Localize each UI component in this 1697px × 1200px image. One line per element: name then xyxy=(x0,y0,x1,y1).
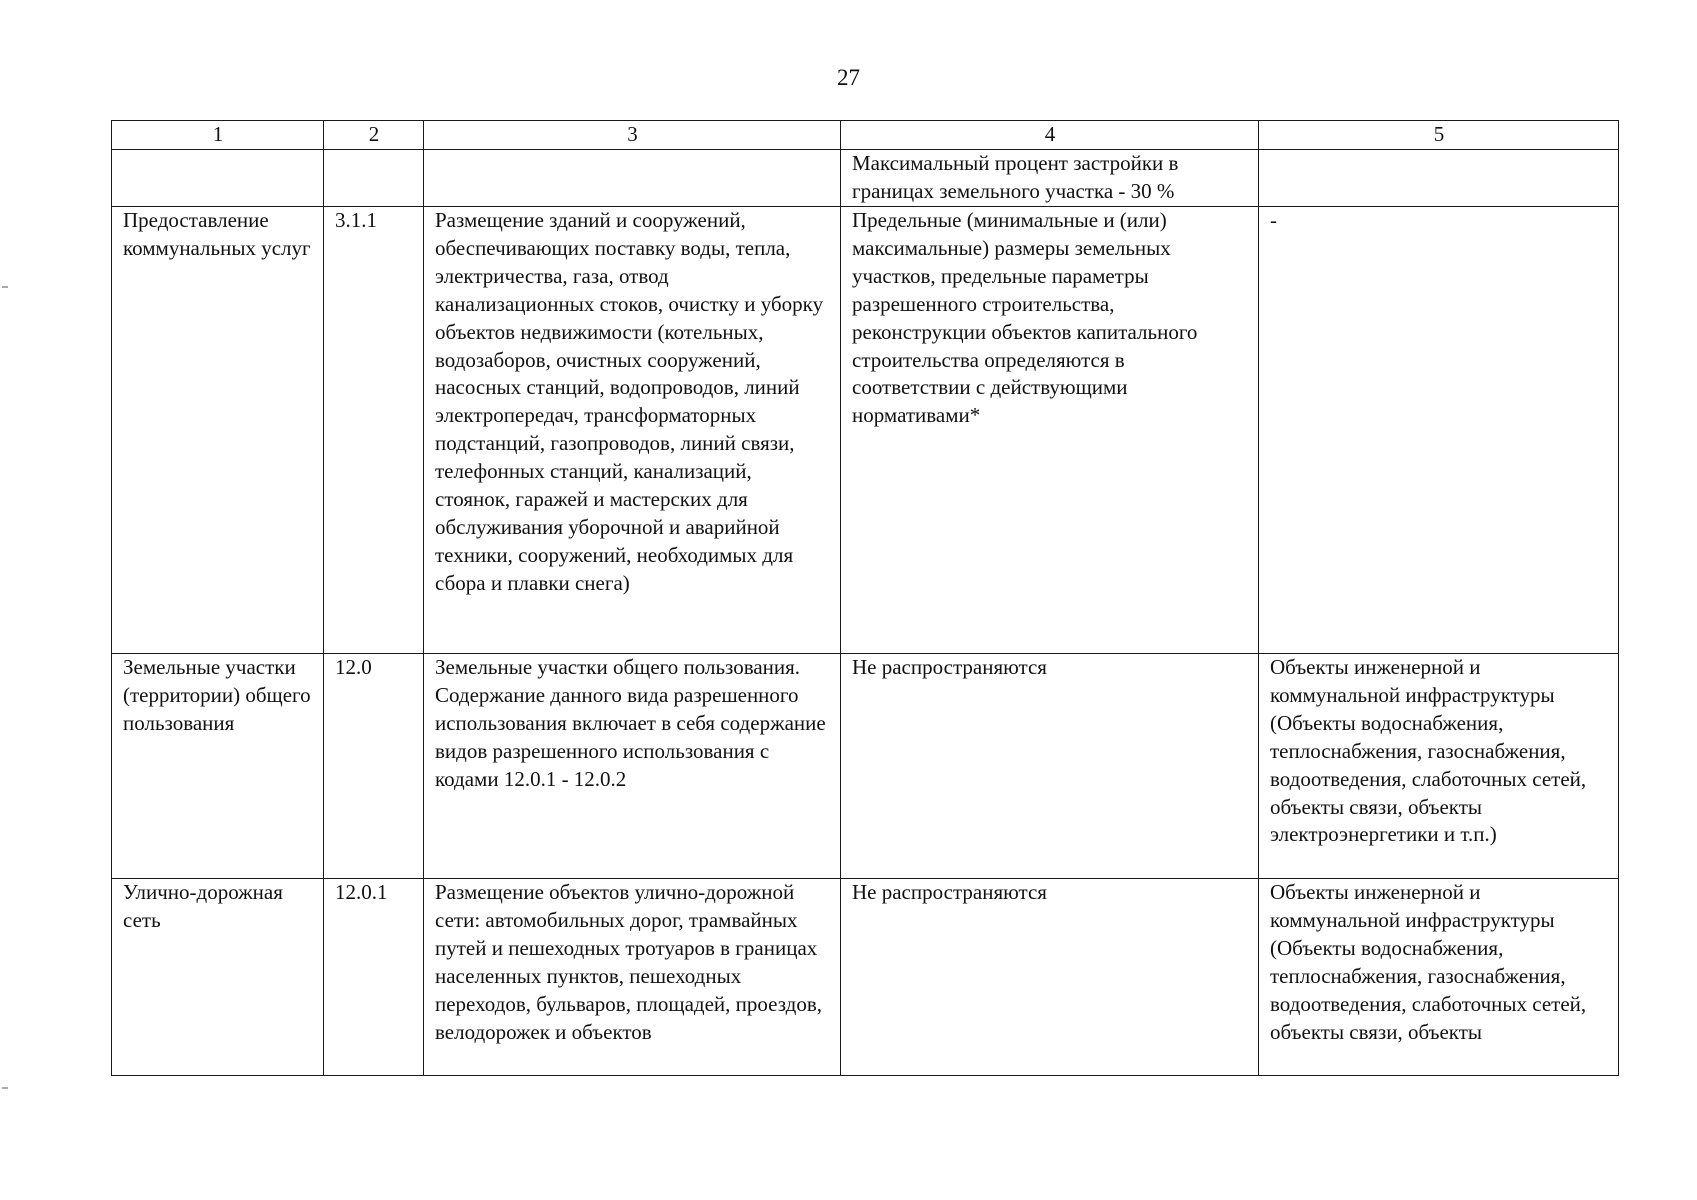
table-header-row xyxy=(112,121,1619,150)
table-cell-parameters: Максимальный процент застройки в границах земельного участка - 30 % xyxy=(841,150,1259,207)
cell-use-name: Улично-дорожная сеть xyxy=(112,879,324,1076)
cell-use-description: Размещение объектов улично-дорожной сети: автомобильных дорог, трамвайных путей и пешеходных тротуаров в границах населенных пунктов, пешеходных переходов, бульваров, площадей, проездов, велодорожек и объектов xyxy=(424,879,841,1076)
table-cell xyxy=(112,150,324,207)
header-cell: 4 xyxy=(841,121,1259,150)
cell-use-objects: - xyxy=(1259,207,1619,654)
cell-use-parameters: Предельные (минимальные и (или) максимальные) размеры земельных участков, предельные параметры разрешенного строительства, реконструкции объектов капитального строительства определяются в соответствии с действующими нормативами* xyxy=(841,207,1259,654)
cell-use-description: Размещение зданий и сооружений, обеспечивающих поставку воды, тепла, электричества, газа, отвод канализационных стоков, очистку и уборку объектов недвижимости (котельных, водозаборов, очистных сооружений, насосных станций, водопроводов, линий электропередач, трансформаторных подстанций, газопроводов, линий связи, телефонных станций, канализаций, стоянок, гаражей и мастерских для обслуживания уборочной и аварийной техники, сооружений, необходимых для сбора и плавки снега) xyxy=(424,207,841,654)
cell-use-name: Предоставление коммунальных услуг xyxy=(112,207,324,654)
cell-use-objects: Объекты инженерной и коммунальной инфраструктуры (Объекты водоснабжения, теплоснабжения, газоснабжения, водоотведения, слаботочных сетей, объекты связи, объекты электроэнергетики и т.п.) xyxy=(1259,654,1619,879)
table-cell xyxy=(324,150,424,207)
cell-use-code: 12.0 xyxy=(324,654,424,879)
cell-use-code: 12.0.1 xyxy=(324,879,424,1076)
table-row xyxy=(112,207,1619,654)
table-cell xyxy=(1259,150,1619,207)
table-cell xyxy=(424,150,841,207)
cell-use-objects: Объекты инженерной и коммунальной инфраструктуры (Объекты водоснабжения, теплоснабжения, газоснабжения, водоотведения, слаботочных сетей, объекты связи, объекты xyxy=(1259,879,1619,1076)
cell-use-code: 3.1.1 xyxy=(324,207,424,654)
table-row-continuation xyxy=(112,150,1619,207)
page-number: 27 xyxy=(837,65,860,90)
table-row xyxy=(112,654,1619,879)
cell-use-parameters: Не распространяются xyxy=(841,879,1259,1076)
land-use-table xyxy=(111,120,1619,1076)
cell-use-parameters: Не распространяются xyxy=(841,654,1259,879)
header-cell: 5 xyxy=(1259,121,1619,150)
header-cell: 1 xyxy=(112,121,324,150)
header-cell: 3 xyxy=(424,121,841,150)
cell-use-name: Земельные участки (территории) общего пользования xyxy=(112,654,324,879)
table-row xyxy=(112,879,1619,1076)
cell-use-description: Земельные участки общего пользования. Содержание данного вида разрешенного использования включает в себя содержание видов разрешенного использования с кодами 12.0.1 - 12.0.2 xyxy=(424,654,841,879)
header-cell: 2 xyxy=(324,121,424,150)
